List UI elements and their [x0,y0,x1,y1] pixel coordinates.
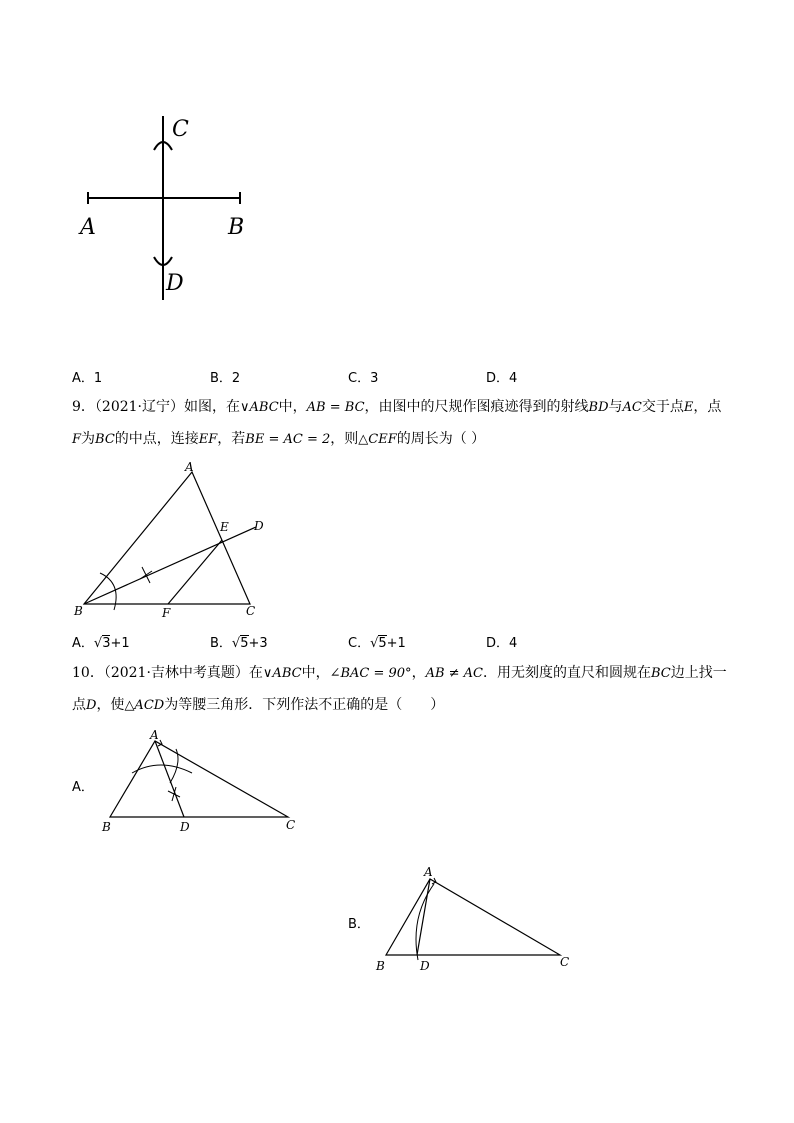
triangle-abc [386,879,560,955]
q8-option-c[interactable]: C．3 [348,371,379,386]
q10-source: （2021·吉林中考真题） [103,665,249,681]
label-c: C [560,955,570,969]
label-b: B [102,820,111,834]
q9-number: 9． [72,399,95,415]
q10-stem-line1: 10．（2021·吉林中考真题）在∨ABC中，∠BAC = 90°，AB ≠ AC．用无刻度的直尺和圆规在BC边上找一 [72,665,727,681]
label-b: B [74,604,83,618]
arc-construction [132,765,192,773]
q9-stem-line1: 9．（2021·辽宁）如图，在∨ABC中，AB = BC，由图中的尺规作图痕迹得到的射线BD与AC交于点E，点 [72,399,722,415]
label-b: B [228,215,245,240]
cross-mark [168,787,180,801]
q9-option-d[interactable]: D．4 [486,636,518,651]
triangle-abc [84,472,250,604]
q9-option-b[interactable]: B．√5+3 [210,636,268,651]
q10-choice-a-letter[interactable]: A． [72,780,94,795]
segment-ef [168,540,222,604]
label-e: E [220,520,229,534]
q10-number: 10． [72,665,104,681]
q9-source: （2021·辽宁） [94,399,185,415]
q10-choice-b-figure [372,862,582,977]
label-f: F [162,606,171,620]
sqrt-sign-icon: √ [370,636,379,651]
q9-option-a[interactable]: A．√3+1 [72,636,130,651]
q8-option-a[interactable]: A．1 [72,371,103,386]
label-c: C [172,117,189,142]
label-d: D [420,959,430,973]
ray-bd [84,527,256,604]
q9-option-c[interactable]: C．√5+1 [348,636,406,651]
perpendicular-bisector-figure [70,110,270,310]
q8-option-d[interactable]: D．4 [486,371,518,386]
q10-choice-a-figure [100,725,310,840]
sqrt-sign-icon: √ [93,636,103,651]
label-a: A [424,865,433,879]
sqrt-sign-icon: √ [231,636,241,651]
label-a: A [150,728,159,742]
label-d: D [254,519,264,533]
label-a: A [80,215,96,240]
label-c: C [246,604,256,618]
label-b: B [376,959,385,973]
q10-stem-line2: 点D，使△ACD为等腰三角形．下列作法不正确的是（ ） [72,697,445,713]
q9-triangle-figure [70,455,280,625]
triangle-abc [110,741,288,817]
q10-choice-b-letter[interactable]: B． [348,917,370,932]
q8-option-b[interactable]: B．2 [210,371,241,386]
q9-stem-line2: F为BC的中点，连接EF，若BE = AC = 2，则△CEF的周长为（ ） [72,431,486,447]
label-d: D [166,271,184,296]
label-d: D [180,820,190,834]
segment-ad [155,741,184,817]
label-c: C [286,818,296,832]
label-a: A [185,460,194,474]
